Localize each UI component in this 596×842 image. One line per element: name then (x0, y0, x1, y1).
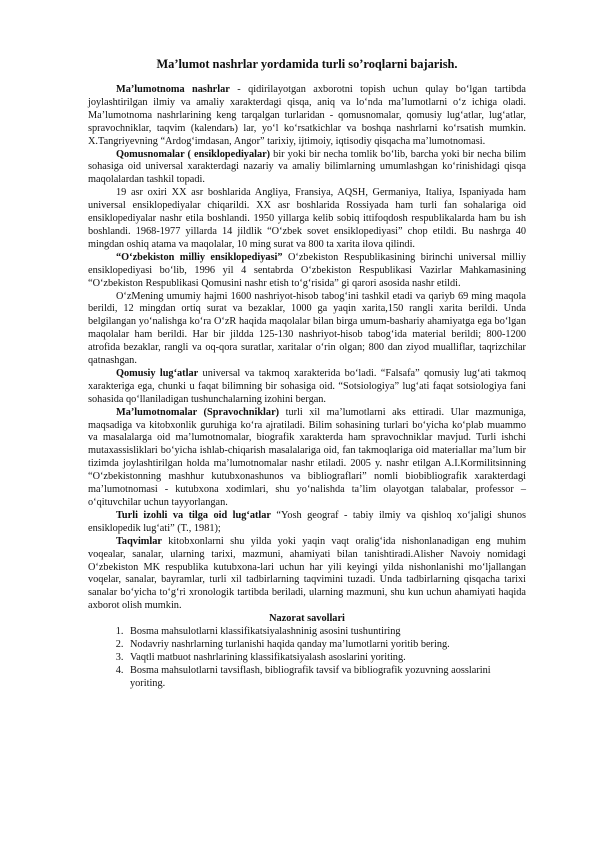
paragraph (88, 407, 526, 510)
paragraph-lead: Turli izohli va tilga oid lug‘atlar (116, 509, 271, 521)
questions-heading: Nazorat savollari (269, 613, 345, 625)
paragraph (88, 368, 526, 407)
questions-list (88, 626, 526, 691)
paragraph-lead: “O‘zbekiston milliy ensiklopediyasi” (116, 251, 283, 263)
paragraph-lead: Taqvimlar (116, 535, 162, 547)
question-item: 4. Bosma mahsulotlarni tavsiflash, bibliografik tavsif va bibliografik yozuvning aosslarini yoriting. (126, 665, 526, 691)
paragraph (88, 536, 526, 613)
paragraph-text: O‘zbekiston Respublikasining birinchi universal milliy ensiklopediyasi bo‘lib, 1996 yil 4 sentabrda O‘zbekiston Respublikasi Vazirlar Mahkamasining “O‘zbekiston Respublikasi Qomusini nashr etish to‘g‘risida” gi qarori asosida nashr etildi. (88, 251, 526, 289)
paragraph-text: bir yoki bir necha tomlik bo‘lib, barcha yoki bir necha bilim sohasiga oid universal xarakterdagi nazariy va amaliy bilimlarning umumlashgan ko‘rinishidagi qisqa maqolalardan tashkil topadi. (88, 148, 526, 186)
paragraph (88, 252, 526, 291)
paragraph-text: turli xil ma’lumotlarni aks ettiradi. Ular mazmuniga, maqsadiga va kitobxonlik guruhiga ko‘ra ajratiladi. Bilim sohasining turlari bo‘yicha ko‘plab muammo va masalalarga oid ma’lumotnomalar, biografik xarakterda ham spravochniklar mavjud. Turli ishchi mutaxassisliklari bo‘yicha ishlab-chiqarish masalalariga oid, fan takmoqlariga oid materiallar ma’lum bir tizimda joylashtirilgan holda ma’lumotnomalar nashr etiladi. 2005 y. nashr etilgan A.I.Kormilitsinning “O‘zbekistonning mashhur kutubxonashunos va bibliograflari” nomli biobibliografik xarakterdagi ma’lumotnomasi - kutubxona xodimlari, shu yo‘nalishda ta’lim olayotgan talabalar, professor –o‘qituvchilar uchun tayyorlangan. (88, 406, 527, 508)
paragraph-text: “Yosh geograf - tabiy ilmiy va qishloq xo‘jaligi shunos ensiklopedik lug‘ati” (T., 1981); (88, 509, 526, 534)
paragraph-text: kitobxonlarni shu yilda yoki yaqin vaqt oralig‘ida nishonlanadigan eng muhim voqealar, sanalar, ularning tarixi, mazmuni, ahamiyati bilan tanishtiradi.Alisher Navoiy nomidagi O‘zbekiston MK respublika kutubxona-lari uchun har yili keyingi yilda nishonlanishi mo‘ljallangan voqelar, sanalar, bayramlar, turli xil tadbirlarning taqvimini tuzadi. Unda tadbirlarning qisqacha tarixi sanalar bo‘yicha to‘g‘ri xronologik tartibda beriladi, ularning mazmuni, shu kun uchun ahamiyati haqida axborot olish mumkin. (88, 535, 526, 612)
question-item: 2. Nodavriy nashrlarning turlanishi haqida qanday ma’lumotlarni yoritib bering. (126, 639, 526, 652)
paragraph-text: - qidirilayotgan axborotni topish uchun qulay bo‘lgan tartibda joylashtirilgan ilmiy va amaliy xarakterdagi qisqa, aniq va lo‘nda ma’lumotlarni o‘z ichiga oladi. Ma’lumotnoma nashrlarining keng tarqalgan turlaridan - qomusnomalar, qomusiy lug‘atlar, lug‘atlar, spravochniklar, taqvim (kalendarь) lar, yo‘l ko‘rsatkichlar va boshqa nashrlarni ko‘rsatish mumkin. X.Tangriyevning “Ardog‘imdasan, Angor” tarixiy, ijtimoiy, iqtisodiy qisqacha ma’lumotnomasi. (88, 84, 526, 147)
paragraph (88, 84, 526, 149)
body-text (88, 84, 526, 613)
paragraph-lead: Ma’lumotnoma nashrlar (116, 84, 230, 95)
paragraph-lead: Qomusnomalar ( ensiklopediyalar) (116, 148, 271, 160)
question-item: 3. Vaqtli matbuot nashrlarining klassifikatsiyalash asoslarini yoriting. (126, 652, 526, 665)
paragraph-text: 19 asr oxiri XX asr boshlarida Angliya, Fransiya, AQSH, Germaniya, Italiya, Ispaniyada ham universal ensiklopediyalar chiqarildi. XX asr boshlarida Rossiyada ham turli fan sohalariga oid ensiklopediyalar nashr etila boshlandi. 1950 yillarga kelib sobiq ittifoqdosh respublikalarda ham bu ish boshlandi. 1968-1977 yillarda 14 jildlik “O‘zbek sovet ensiklopediyasi” chop etildi. Bu nashrga 40 mingdan oshiq atama va maqolalar, 10 ming surat va 800 ta xarita ilova qilindi. (88, 187, 526, 250)
paragraph-text: universal va takmoq xarakterida bo‘ladi. “Falsafa” qomusiy lug‘ati takmoq xarakteriga ega, chunki u faqat bilimning bir sohasiga oid. “Sotsiologiya” lug‘ati faqat sotsiologiya fani sohasida qo‘llaniladigan tushunchalarning izohini bergan. (88, 367, 527, 405)
paragraph (88, 510, 526, 536)
page-title: Ma’lumot nashrlar yordamida turli so’roqlarni bajarish. (156, 57, 458, 71)
paragraph-lead: Ma’lumotnomalar (Spravochniklar) (116, 406, 280, 418)
question-item: 1. Bosma mahsulotlarni klassifikatsiyalashninig asosini tushuntiring (126, 626, 526, 639)
paragraph (88, 291, 526, 368)
document-page (88, 57, 526, 691)
paragraph (88, 149, 526, 188)
paragraph (88, 187, 526, 252)
paragraph-text: O‘zMening umumiy hajmi 1600 nashriyot-hisob tabog‘ini tashkil etadi va qariyb 69 ming maqola berildi, 12 mingdan ortiq surat va bezaklar, 1000 ga yaqin xarita,150 rangli xarita berildi. Unda belgilangan yo‘nalishga ko‘ra O‘zR haqida maqolalar bilan birga umum-bashariy ahamiyatga ega bo‘lgan maqolalar ham berildi. Har bir jildda 125-130 nashriyot-hisob tabog‘ida material berildi; 800-1200 atrofida bezaklar, rangli va oq-qora suratlar, xaritalar o‘rin olgan; 800 dan ziyod mualliflar, taqrizchilar qatnashgan. (88, 290, 526, 367)
paragraph-lead: Qomusiy lug‘atlar (116, 367, 199, 379)
